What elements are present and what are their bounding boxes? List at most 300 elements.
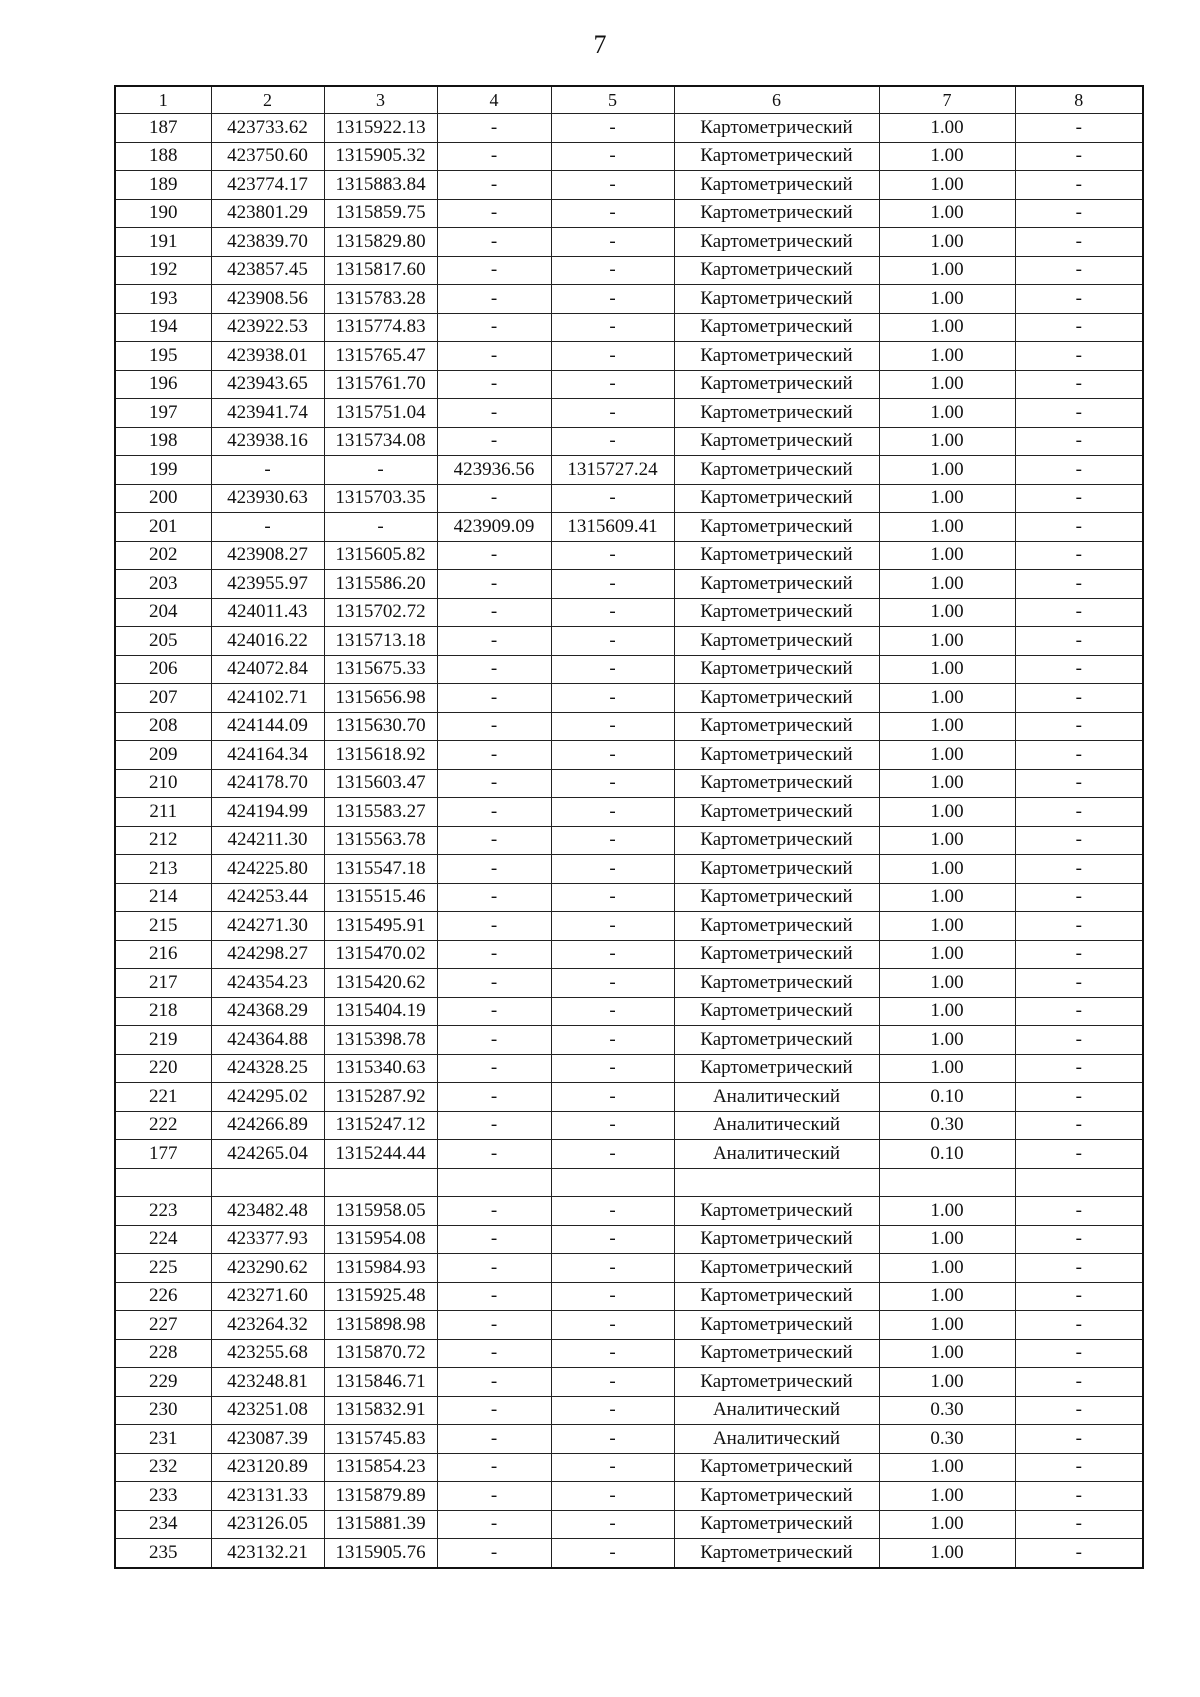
table-cell: - xyxy=(437,399,551,428)
table-cell: 1315609.41 xyxy=(551,513,674,542)
table-cell: 201 xyxy=(115,513,211,542)
table-cell: 1.00 xyxy=(879,1482,1015,1511)
table-cell: 204 xyxy=(115,598,211,627)
table-row xyxy=(115,1453,1143,1482)
table-cell: - xyxy=(1015,313,1143,342)
table-body xyxy=(115,86,1143,1568)
table-cell: 1.00 xyxy=(879,171,1015,200)
table-cell: 1315547.18 xyxy=(324,855,437,884)
table-row xyxy=(115,712,1143,741)
table-cell: 192 xyxy=(115,256,211,285)
table-row xyxy=(115,1339,1143,1368)
table-cell: - xyxy=(551,285,674,314)
table-cell: 1.00 xyxy=(879,199,1015,228)
table-cell: - xyxy=(1015,228,1143,257)
table-cell: - xyxy=(437,1482,551,1511)
table-cell: 423132.21 xyxy=(211,1539,324,1568)
table-cell: - xyxy=(1015,370,1143,399)
table-cell: 1315404.19 xyxy=(324,997,437,1026)
column-header: 8 xyxy=(1015,86,1143,114)
table-cell: - xyxy=(551,399,674,428)
table-row xyxy=(115,997,1143,1026)
table-cell: 1.00 xyxy=(879,370,1015,399)
table-cell: 215 xyxy=(115,912,211,941)
table-cell: 189 xyxy=(115,171,211,200)
table-cell: 1.00 xyxy=(879,313,1015,342)
table-cell: - xyxy=(1015,513,1143,542)
table-row xyxy=(115,1197,1143,1226)
table-cell: Картометрический xyxy=(674,370,879,399)
table-cell: 1315905.32 xyxy=(324,142,437,171)
empty-cell xyxy=(211,1168,324,1197)
table-row xyxy=(115,1368,1143,1397)
table-row xyxy=(115,399,1143,428)
table-cell: 229 xyxy=(115,1368,211,1397)
table-cell: - xyxy=(551,627,674,656)
table-cell: 1315702.72 xyxy=(324,598,437,627)
table-cell: Картометрический xyxy=(674,513,879,542)
table-cell: 1.00 xyxy=(879,1282,1015,1311)
table-cell: Картометрический xyxy=(674,883,879,912)
table-cell: - xyxy=(437,1539,551,1568)
table-row xyxy=(115,456,1143,485)
table-cell: - xyxy=(551,1282,674,1311)
table-cell: 1315244.44 xyxy=(324,1140,437,1169)
table-cell: 424253.44 xyxy=(211,883,324,912)
table-cell: 221 xyxy=(115,1083,211,1112)
table-cell: - xyxy=(1015,142,1143,171)
table-cell: 1.00 xyxy=(879,541,1015,570)
table-cell: 213 xyxy=(115,855,211,884)
table-row xyxy=(115,1140,1143,1169)
table-cell: - xyxy=(437,285,551,314)
table-cell: 1315247.12 xyxy=(324,1111,437,1140)
table-row xyxy=(115,826,1143,855)
empty-cell xyxy=(551,1168,674,1197)
table-cell: - xyxy=(1015,1026,1143,1055)
table-cell: - xyxy=(437,598,551,627)
table-cell: - xyxy=(437,1339,551,1368)
table-cell: 1315734.08 xyxy=(324,427,437,456)
table-cell: 208 xyxy=(115,712,211,741)
table-cell: - xyxy=(1015,1425,1143,1454)
table-cell: 423922.53 xyxy=(211,313,324,342)
table-cell: - xyxy=(1015,969,1143,998)
table-cell: Картометрический xyxy=(674,1368,879,1397)
table-cell: 194 xyxy=(115,313,211,342)
table-cell: 1.00 xyxy=(879,399,1015,428)
table-cell: - xyxy=(437,1225,551,1254)
empty-cell xyxy=(324,1168,437,1197)
table-cell: - xyxy=(551,598,674,627)
table-cell: 1315846.71 xyxy=(324,1368,437,1397)
table-cell: Картометрический xyxy=(674,684,879,713)
table-cell: - xyxy=(1015,171,1143,200)
table-cell: Аналитический xyxy=(674,1425,879,1454)
table-cell: - xyxy=(1015,484,1143,513)
table-cell: - xyxy=(1015,798,1143,827)
table-cell: 196 xyxy=(115,370,211,399)
table-cell: 423377.93 xyxy=(211,1225,324,1254)
column-header: 1 xyxy=(115,86,211,114)
table-cell: - xyxy=(437,142,551,171)
table-cell: - xyxy=(437,655,551,684)
table-cell: 1.00 xyxy=(879,1311,1015,1340)
table-cell: - xyxy=(1015,1482,1143,1511)
table-cell: 424368.29 xyxy=(211,997,324,1026)
table-row xyxy=(115,484,1143,513)
table-cell: 424072.84 xyxy=(211,655,324,684)
table-cell: 1315783.28 xyxy=(324,285,437,314)
table-row xyxy=(115,1482,1143,1511)
table-cell: 1.00 xyxy=(879,769,1015,798)
table-cell: 1315854.23 xyxy=(324,1453,437,1482)
table-cell: 1.00 xyxy=(879,427,1015,456)
table-cell: Картометрический xyxy=(674,1510,879,1539)
table-cell: - xyxy=(437,484,551,513)
table-cell: Картометрический xyxy=(674,997,879,1026)
table-cell: 1315881.39 xyxy=(324,1510,437,1539)
table-cell: 1.00 xyxy=(879,228,1015,257)
table-cell: Картометрический xyxy=(674,570,879,599)
table-cell: Аналитический xyxy=(674,1396,879,1425)
table-cell: - xyxy=(551,712,674,741)
table-cell: Картометрический xyxy=(674,484,879,513)
table-cell: 1.00 xyxy=(879,1339,1015,1368)
table-cell: - xyxy=(551,1225,674,1254)
table-cell: 210 xyxy=(115,769,211,798)
table-cell: - xyxy=(551,541,674,570)
table-cell: 423908.27 xyxy=(211,541,324,570)
table-cell: 222 xyxy=(115,1111,211,1140)
table-cell: - xyxy=(437,969,551,998)
table-cell: 1315883.84 xyxy=(324,171,437,200)
table-cell: - xyxy=(437,1282,551,1311)
table-cell: 423943.65 xyxy=(211,370,324,399)
table-cell: 1.00 xyxy=(879,826,1015,855)
table-cell: - xyxy=(1015,342,1143,371)
table-row xyxy=(115,940,1143,969)
table-cell: Картометрический xyxy=(674,1311,879,1340)
table-cell: 177 xyxy=(115,1140,211,1169)
table-cell: Картометрический xyxy=(674,1026,879,1055)
table-cell: 423930.63 xyxy=(211,484,324,513)
table-cell: 1315703.35 xyxy=(324,484,437,513)
table-cell: - xyxy=(437,912,551,941)
table-cell: - xyxy=(551,997,674,1026)
table-cell: Картометрический xyxy=(674,228,879,257)
table-cell: 1.00 xyxy=(879,1510,1015,1539)
table-cell: 234 xyxy=(115,1510,211,1539)
table-cell: 423857.45 xyxy=(211,256,324,285)
table-cell: 0.30 xyxy=(879,1425,1015,1454)
table-cell: Картометрический xyxy=(674,1225,879,1254)
table-cell: - xyxy=(551,769,674,798)
table-cell: 1.00 xyxy=(879,912,1015,941)
table-cell: - xyxy=(551,940,674,969)
table-cell: 211 xyxy=(115,798,211,827)
table-cell: - xyxy=(1015,940,1143,969)
table-cell: Картометрический xyxy=(674,855,879,884)
table-cell: - xyxy=(1015,1396,1143,1425)
table-cell: Картометрический xyxy=(674,1054,879,1083)
table-cell: Картометрический xyxy=(674,1197,879,1226)
table-cell: - xyxy=(551,855,674,884)
table-cell: 1.00 xyxy=(879,570,1015,599)
table-cell: 423909.09 xyxy=(437,513,551,542)
table-cell: 1.00 xyxy=(879,712,1015,741)
table-cell: 424298.27 xyxy=(211,940,324,969)
coordinates-table xyxy=(114,85,1144,1569)
table-cell: 1315583.27 xyxy=(324,798,437,827)
table-row xyxy=(115,855,1143,884)
table-cell: 424102.71 xyxy=(211,684,324,713)
table-cell: - xyxy=(551,741,674,770)
table-cell: 423938.01 xyxy=(211,342,324,371)
table-cell: Картометрический xyxy=(674,598,879,627)
table-cell: 1315765.47 xyxy=(324,342,437,371)
table-cell: 1315774.83 xyxy=(324,313,437,342)
table-cell: - xyxy=(551,798,674,827)
table-cell: - xyxy=(437,1254,551,1283)
table-cell: Картометрический xyxy=(674,456,879,485)
table-cell: 424364.88 xyxy=(211,1026,324,1055)
column-header: 7 xyxy=(879,86,1015,114)
table-cell: - xyxy=(437,627,551,656)
table-cell: 187 xyxy=(115,114,211,143)
table-cell: - xyxy=(1015,769,1143,798)
table-cell: 423131.33 xyxy=(211,1482,324,1511)
table-cell: Картометрический xyxy=(674,969,879,998)
table-cell: - xyxy=(1015,1111,1143,1140)
table-cell: - xyxy=(437,1510,551,1539)
table-cell: 423955.97 xyxy=(211,570,324,599)
table-row xyxy=(115,627,1143,656)
table-header-row xyxy=(115,86,1143,114)
table-cell: 1.00 xyxy=(879,513,1015,542)
table-cell: 1315761.70 xyxy=(324,370,437,399)
table-cell: Картометрический xyxy=(674,1282,879,1311)
empty-cell xyxy=(437,1168,551,1197)
table-cell: - xyxy=(551,1026,674,1055)
table-cell: - xyxy=(437,1026,551,1055)
table-cell: - xyxy=(1015,285,1143,314)
table-cell: 219 xyxy=(115,1026,211,1055)
table-cell: - xyxy=(437,199,551,228)
table-cell: 424178.70 xyxy=(211,769,324,798)
table-cell: 423251.08 xyxy=(211,1396,324,1425)
table-cell: 1315675.33 xyxy=(324,655,437,684)
table-cell: 235 xyxy=(115,1539,211,1568)
table-cell: 424295.02 xyxy=(211,1083,324,1112)
table-cell: 1315340.63 xyxy=(324,1054,437,1083)
table-cell: - xyxy=(551,1396,674,1425)
table-cell: 1.00 xyxy=(879,855,1015,884)
table-cell: 231 xyxy=(115,1425,211,1454)
empty-cell xyxy=(879,1168,1015,1197)
table-cell: Картометрический xyxy=(674,541,879,570)
table-cell: - xyxy=(551,655,674,684)
table-cell: 212 xyxy=(115,826,211,855)
table-cell: - xyxy=(1015,456,1143,485)
table-cell: 1.00 xyxy=(879,1225,1015,1254)
table-cell: 423290.62 xyxy=(211,1254,324,1283)
table-cell: - xyxy=(1015,1339,1143,1368)
table-cell: 214 xyxy=(115,883,211,912)
empty-cell xyxy=(1015,1168,1143,1197)
table-cell: 1.00 xyxy=(879,1254,1015,1283)
table-cell: Картометрический xyxy=(674,912,879,941)
table-cell: Картометрический xyxy=(674,769,879,798)
table-cell: 1315287.92 xyxy=(324,1083,437,1112)
table-row xyxy=(115,912,1143,941)
table-cell: 424211.30 xyxy=(211,826,324,855)
table-row xyxy=(115,171,1143,200)
table-cell: 1.00 xyxy=(879,883,1015,912)
table-cell: 1.00 xyxy=(879,1539,1015,1568)
table-cell: Картометрический xyxy=(674,142,879,171)
table-cell: 1315925.48 xyxy=(324,1282,437,1311)
table-cell: - xyxy=(1015,741,1143,770)
table-cell: - xyxy=(551,313,674,342)
table-cell: 423271.60 xyxy=(211,1282,324,1311)
table-cell: Аналитический xyxy=(674,1111,879,1140)
table-cell: 195 xyxy=(115,342,211,371)
table-cell: 223 xyxy=(115,1197,211,1226)
table-cell: 1.00 xyxy=(879,1197,1015,1226)
table-cell: - xyxy=(551,370,674,399)
table-cell: 423839.70 xyxy=(211,228,324,257)
table-cell: - xyxy=(551,570,674,599)
table-cell: - xyxy=(1015,1282,1143,1311)
table-cell: 227 xyxy=(115,1311,211,1340)
table-cell: - xyxy=(437,1140,551,1169)
table-row xyxy=(115,541,1143,570)
table-cell: 424164.34 xyxy=(211,741,324,770)
table-cell: 1315563.78 xyxy=(324,826,437,855)
table-cell: - xyxy=(1015,199,1143,228)
table-cell: 1315515.46 xyxy=(324,883,437,912)
table-cell: 193 xyxy=(115,285,211,314)
empty-cell xyxy=(115,1168,211,1197)
table-row xyxy=(115,1425,1143,1454)
table-cell: 1315656.98 xyxy=(324,684,437,713)
table-row xyxy=(115,1083,1143,1112)
table-cell: 224 xyxy=(115,1225,211,1254)
table-cell: 226 xyxy=(115,1282,211,1311)
table-row xyxy=(115,769,1143,798)
table-cell: 1315829.80 xyxy=(324,228,437,257)
table-cell: - xyxy=(551,684,674,713)
table-cell: - xyxy=(551,1083,674,1112)
table-row xyxy=(115,142,1143,171)
table-cell: Аналитический xyxy=(674,1140,879,1169)
table-row xyxy=(115,1026,1143,1055)
table-cell: 197 xyxy=(115,399,211,428)
table-cell: 1315605.82 xyxy=(324,541,437,570)
column-header: 4 xyxy=(437,86,551,114)
table-cell: 423938.16 xyxy=(211,427,324,456)
table-row xyxy=(115,741,1143,770)
table-cell: - xyxy=(437,769,551,798)
table-cell: 1315817.60 xyxy=(324,256,437,285)
table-row xyxy=(115,798,1143,827)
table-cell: 1315713.18 xyxy=(324,627,437,656)
table-cell: 1315870.72 xyxy=(324,1339,437,1368)
table-cell: 220 xyxy=(115,1054,211,1083)
table-row xyxy=(115,1054,1143,1083)
table-cell: - xyxy=(437,826,551,855)
table-row xyxy=(115,969,1143,998)
table-cell: 188 xyxy=(115,142,211,171)
table-cell: - xyxy=(1015,1510,1143,1539)
table-cell: 1.00 xyxy=(879,997,1015,1026)
table-cell: 423126.05 xyxy=(211,1510,324,1539)
table-cell: 1315751.04 xyxy=(324,399,437,428)
table-cell: - xyxy=(1015,826,1143,855)
table-cell: 1.00 xyxy=(879,798,1015,827)
table-cell: - xyxy=(1015,627,1143,656)
table-row xyxy=(115,313,1143,342)
table-cell: 1.00 xyxy=(879,114,1015,143)
table-cell: 1315745.83 xyxy=(324,1425,437,1454)
table-cell: 233 xyxy=(115,1482,211,1511)
table-cell: Картометрический xyxy=(674,199,879,228)
table-row xyxy=(115,1510,1143,1539)
table-cell: Картометрический xyxy=(674,826,879,855)
table-row xyxy=(115,199,1143,228)
table-cell: - xyxy=(437,541,551,570)
table-row xyxy=(115,1311,1143,1340)
table-cell: - xyxy=(551,1339,674,1368)
table-cell: 1315859.75 xyxy=(324,199,437,228)
table-cell: 424271.30 xyxy=(211,912,324,941)
table-cell: - xyxy=(324,456,437,485)
table-cell: Картометрический xyxy=(674,1254,879,1283)
column-header: 3 xyxy=(324,86,437,114)
table-cell: 1315984.93 xyxy=(324,1254,437,1283)
table-cell: - xyxy=(551,342,674,371)
table-cell: Картометрический xyxy=(674,285,879,314)
table-cell: 423936.56 xyxy=(437,456,551,485)
table-cell: - xyxy=(551,114,674,143)
table-row xyxy=(115,228,1143,257)
table-cell: - xyxy=(437,940,551,969)
table-cell: - xyxy=(1015,655,1143,684)
table-cell: - xyxy=(437,114,551,143)
column-header: 6 xyxy=(674,86,879,114)
column-header: 5 xyxy=(551,86,674,114)
page-number: 7 xyxy=(593,30,607,59)
table-cell: - xyxy=(551,1254,674,1283)
table-cell: - xyxy=(211,456,324,485)
table-cell: 424354.23 xyxy=(211,969,324,998)
table-cell: - xyxy=(1015,427,1143,456)
table-cell: - xyxy=(437,256,551,285)
table-cell: 423941.74 xyxy=(211,399,324,428)
table-cell: - xyxy=(437,684,551,713)
table-cell: - xyxy=(437,1111,551,1140)
table-cell: - xyxy=(1015,855,1143,884)
table-cell: - xyxy=(1015,1225,1143,1254)
table-cell: - xyxy=(211,513,324,542)
table-cell: 423248.81 xyxy=(211,1368,324,1397)
table-cell: Картометрический xyxy=(674,1539,879,1568)
table-row xyxy=(115,342,1143,371)
table-cell: 232 xyxy=(115,1453,211,1482)
table-cell: 205 xyxy=(115,627,211,656)
table-cell: 423774.17 xyxy=(211,171,324,200)
